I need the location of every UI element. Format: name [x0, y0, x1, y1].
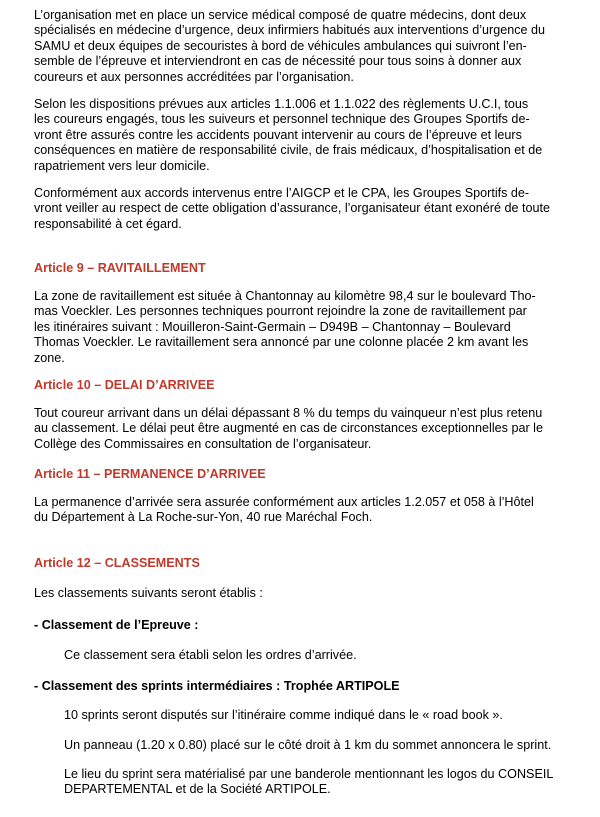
- text-line: vront veiller au respect de cette obligation d’assurance, l’organisateur étant exonéré de toute: [34, 201, 550, 216]
- classement-epreuve-heading: - Classement de l’Epreuve :: [34, 618, 199, 632]
- article-12-heading: Article 12 – CLASSEMENTS: [34, 556, 200, 570]
- text-line: La permanence d’arrivée sera assurée conformément aux articles 1.2.057 et 058 à l’Hôtel: [34, 495, 534, 509]
- medical-service-paragraph: [34, 8, 572, 85]
- text-line: rapatriement vers leur domicile.: [34, 158, 210, 173]
- text-line: les itinéraires suivant : Mouilleron-Saint-Germain – D949B – Chantonnay – Boulevard: [34, 319, 511, 334]
- text-line: au classement. Le délai peut être augmenté en cas de circonstances exceptionnelles par le: [34, 421, 543, 436]
- text-line: 10 sprints seront disputés sur l’itinéraire comme indiqué dans le « road book ».: [64, 708, 503, 722]
- article-12-intro: [34, 586, 572, 601]
- sprints-banner-text: [64, 767, 572, 798]
- article-11-heading: Article 11 – PERMANENCE D’ARRIVEE: [34, 467, 266, 481]
- text-line: vront être assurés contre les accidents pouvant intervenir au cours de l’épreuve et leurs: [34, 127, 522, 142]
- text-line: SAMU et deux équipes de secouristes à bord de véhicules ambulances qui suivront l’en-: [34, 38, 527, 53]
- text-line: Ce classement sera établi selon les ordres d’arrivée.: [64, 648, 357, 662]
- text-line: Le lieu du sprint sera matérialisé par une banderole mentionnant les logos du CONSEIL: [64, 767, 554, 781]
- text-line: zone.: [34, 350, 65, 365]
- classement-sprints-heading: - Classement des sprints intermédiaires : Trophée ARTIPOLE: [34, 679, 400, 693]
- text-line: Tout coureur arrivant dans un délai dépassant 8 % du temps du vainqueur n’est plus retenu: [34, 406, 543, 420]
- text-line: mas Voeckler. Les personnes techniques pourront rejoindre la zone de ravitaillement par: [34, 304, 527, 319]
- text-line: semble de l’épreuve et interviendront en cas de nécessité pour tous soins à donner aux: [34, 54, 522, 69]
- text-line: spécialisés en médecine d’urgence, deux infirmiers habitués aux interventions d’urgence du: [34, 23, 546, 38]
- text-line: Collège des Commissaires en consultation de l’organisateur.: [34, 436, 372, 451]
- text-line: conséquences en matière de responsabilité civile, de frais médicaux, d’hospitalisation et de: [34, 143, 543, 158]
- text-line: les coureurs engagés, tous les suiveurs et personnel technique des Groupes Sportifs de-: [34, 112, 530, 127]
- text-line: du Département à La Roche-sur-Yon, 40 rue Maréchal Foch.: [34, 510, 373, 525]
- text-line: coureurs et aux personnes accréditées par l’organisation.: [34, 69, 354, 84]
- article-9-heading: Article 9 – RAVITAILLEMENT: [34, 261, 206, 275]
- text-line: La zone de ravitaillement est située à Chantonnay au kilomètre 98,4 sur le boulevard Tho-: [34, 289, 536, 303]
- sprints-panel-text: [64, 738, 572, 753]
- text-line: Selon les dispositions prévues aux articles 1.1.006 et 1.1.022 des règlements U.C.I, tous: [34, 97, 529, 111]
- text-line: Un panneau (1.20 x 0.80) placé sur le côté droit à 1 km du sommet annoncera le sprint.: [64, 738, 552, 752]
- text-line: DEPARTEMENTAL et de la Société ARTIPOLE.: [64, 782, 331, 797]
- article-11-text: [34, 495, 572, 526]
- text-line: Conformément aux accords intervenus entre l’AIGCP et le CPA, les Groupes Sportifs de-: [34, 186, 530, 200]
- article-9-text: [34, 289, 572, 366]
- sprints-count-text: [64, 708, 572, 723]
- insurance-paragraph: [34, 97, 572, 174]
- article-10-heading: Article 10 – DELAI D’ARRIVEE: [34, 378, 215, 392]
- text-line: L’organisation met en place un service médical composé de quatre médecins, dont deux: [34, 8, 527, 22]
- agreement-paragraph: [34, 186, 572, 232]
- text-line: Les classements suivants seront établis :: [34, 586, 263, 600]
- text-line: Thomas Voeckler. Le ravitaillement sera annoncé par une colonne placée 2 km avant les: [34, 335, 529, 350]
- classement-epreuve-text: [64, 648, 572, 663]
- article-10-text: [34, 406, 572, 452]
- text-line: responsabilité à cet égard.: [34, 216, 182, 231]
